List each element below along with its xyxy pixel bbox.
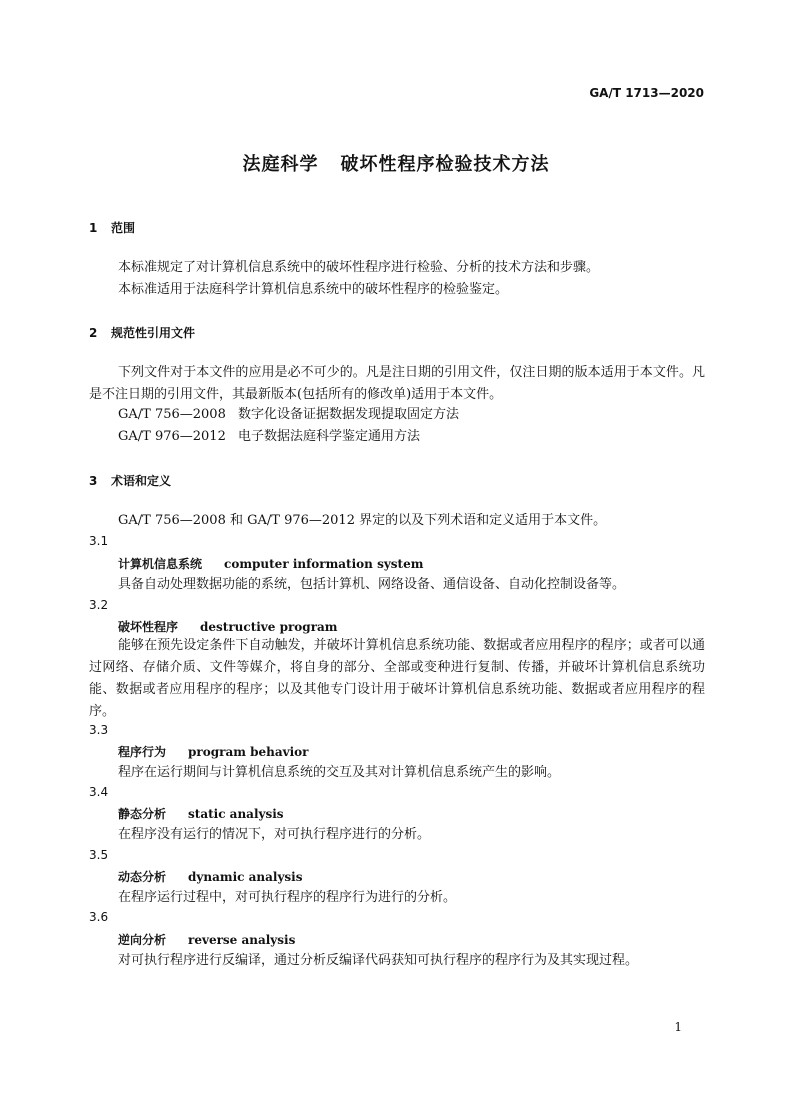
term-chinese: 计算机信息系统 (118, 557, 203, 571)
reference-code: GA/T 976—2012 (118, 429, 226, 444)
term-definition: 在程序运行过程中，对可执行程序的程序行为进行的分析。 (118, 890, 457, 905)
term-number: 3.6 (89, 910, 109, 924)
term-definition: 具备自动处理数据功能的系统，包括计算机、网络设备、通信设备、自动化控制设备等。 (118, 577, 626, 592)
term-chinese: 程序行为 (118, 745, 167, 759)
scope-paragraph: 本标准规定了对计算机信息系统中的破坏性程序进行检验、分析的技术方法和步骤。 (118, 260, 600, 275)
title-part-1: 法庭科学 (242, 154, 319, 175)
term-number: 3.3 (89, 723, 109, 737)
term-chinese: 破坏性程序 (118, 620, 179, 634)
term-number: 3.2 (89, 598, 109, 612)
term-heading (118, 743, 308, 760)
reference-code: GA/T 756—2008 (118, 407, 226, 422)
terms-intro: GA/T 756—2008 和 GA/T 976—2012 界定的以及下列术语和定义适用于本文件。 (118, 513, 607, 528)
term-english: reverse analysis (188, 933, 296, 947)
term-english: dynamic analysis (188, 870, 303, 884)
term-english: computer information system (224, 557, 424, 571)
section-heading-terms (89, 472, 171, 489)
term-heading (118, 805, 284, 822)
section-heading-references (89, 324, 195, 341)
term-english: program behavior (188, 745, 309, 759)
term-definition: 在程序没有运行的情况下，对可执行程序进行的分析。 (118, 827, 431, 842)
term-chinese: 静态分析 (118, 807, 167, 821)
references-intro: 下列文件对于本文件的应用是必不可少的。凡是注日期的引用文件，仅注日期的版本适用于本文件。凡是不注日期的引用文件，其最新版本(包括所有的修改单)适用于本文件。 (89, 365, 705, 402)
reference-item (118, 404, 459, 426)
reference-title: 数字化设备证据数据发现提取固定方法 (238, 407, 460, 422)
term-english: static analysis (188, 807, 284, 821)
term-chinese: 动态分析 (118, 870, 167, 884)
section-heading-scope (89, 219, 135, 236)
section-title: 规范性引用文件 (111, 326, 196, 340)
reference-item (118, 426, 420, 448)
section-number: 3 (89, 474, 98, 488)
term-heading (118, 868, 303, 885)
term-definition: 能够在预先设定条件下自动触发，并破坏计算机信息系统功能、数据或者应用程序的程序；或者可以通过网络、存储介质、文件等媒介，将自身的部分、全部或变种进行复制、传播，并破坏计算机信息系统功能、数据或者应用程序的程序；以及其他专门设计用于破坏计算机信息系统功能、数据或者应用程序的程序。 (89, 638, 705, 719)
scope-paragraph: 本标准适用于法庭科学计算机信息系统中的破坏性程序的检验鉴定。 (118, 282, 509, 297)
term-chinese: 逆向分析 (118, 933, 167, 947)
standard-number: GA/T 1713—2020 (589, 86, 704, 100)
section-number: 2 (89, 326, 98, 340)
term-number: 3.5 (89, 848, 109, 862)
section-number: 1 (89, 221, 98, 235)
section-title: 术语和定义 (111, 474, 172, 488)
reference-title: 电子数据法庭科学鉴定通用方法 (238, 429, 421, 444)
document-title (0, 150, 792, 176)
term-heading (118, 555, 423, 572)
term-number: 3.1 (89, 534, 109, 548)
section-title: 范围 (111, 221, 136, 235)
term-number: 3.4 (89, 785, 109, 799)
term-heading (118, 931, 295, 948)
term-definition: 对可执行程序进行反编译，通过分析反编译代码获知可执行程序的程序行为及其实现过程。 (118, 953, 639, 968)
title-part-2: 破坏性程序检验技术方法 (340, 154, 550, 175)
term-definition: 程序在运行期间与计算机信息系统的交互及其对计算机信息系统产生的影响。 (118, 765, 561, 780)
term-english: destructive program (200, 620, 338, 634)
term-heading (118, 618, 337, 635)
page-number: 1 (674, 1020, 682, 1034)
